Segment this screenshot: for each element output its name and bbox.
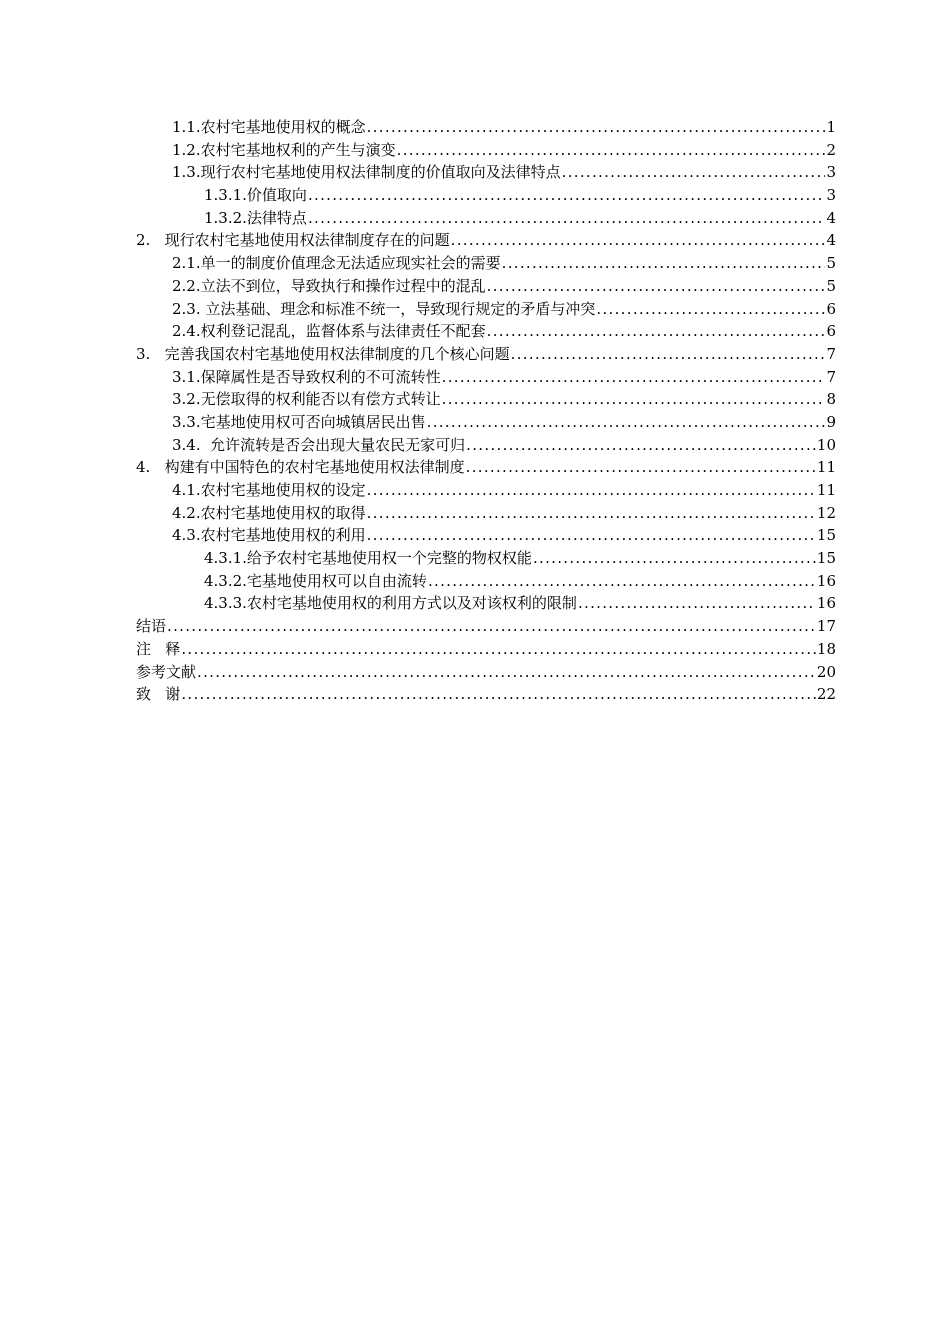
toc-entry[interactable] <box>136 570 836 593</box>
toc-page-number: 22 <box>816 685 836 704</box>
toc-entry[interactable] <box>136 683 836 706</box>
toc-entry-title: 参考文献 <box>136 662 197 681</box>
toc-dot-leader <box>397 139 825 162</box>
toc-dot-leader <box>562 161 825 184</box>
toc-dot-leader <box>308 207 825 230</box>
toc-page-number: 20 <box>816 662 836 681</box>
toc-entry[interactable] <box>136 116 836 139</box>
toc-entry[interactable] <box>136 638 836 661</box>
toc-entry-title: 2.4.权利登记混乱，监督体系与法律责任不配套 <box>172 322 486 341</box>
toc-dot-leader <box>197 661 816 684</box>
toc-entry-title: 4.3.农村宅基地使用权的利用 <box>172 526 366 545</box>
toc-entry[interactable] <box>136 343 836 366</box>
table-of-contents <box>136 116 836 706</box>
toc-entry-title: 4.3.3.农村宅基地使用权的利用方式以及对该权利的限制 <box>204 594 577 613</box>
toc-entry-title: 2.1.单一的制度价值理念无法适应现实社会的需要 <box>172 254 501 273</box>
toc-entry[interactable] <box>136 592 836 615</box>
toc-dot-leader <box>466 456 816 479</box>
toc-dot-leader <box>367 524 816 547</box>
toc-page-number: 3 <box>826 163 836 182</box>
toc-page-number: 1 <box>826 118 836 136</box>
toc-entry[interactable] <box>136 661 836 684</box>
toc-entry-title: 2.2.立法不到位，导致执行和操作过程中的混乱 <box>172 276 486 295</box>
toc-entry-title: 4. 构建有中国特色的农村宅基地使用权法律制度 <box>136 458 465 477</box>
toc-page-number: 15 <box>816 549 836 568</box>
toc-entry[interactable] <box>136 524 836 547</box>
toc-entry[interactable] <box>136 298 836 321</box>
toc-page-number: 16 <box>816 571 836 590</box>
toc-entry-title: 注 释 <box>136 639 181 658</box>
toc-entry[interactable] <box>136 411 836 434</box>
toc-dot-leader <box>367 116 825 139</box>
toc-entry-title: 结语 <box>136 617 167 636</box>
toc-dot-leader <box>367 479 816 502</box>
toc-page-number: 9 <box>826 412 836 431</box>
toc-entry-title: 3.3.宅基地使用权可否向城镇居民出售 <box>172 412 426 431</box>
toc-entry[interactable] <box>136 275 836 298</box>
toc-entry-title: 3.2.无偿取得的权利能否以有偿方式转让 <box>172 390 441 409</box>
toc-entry[interactable] <box>136 502 836 525</box>
toc-entry[interactable] <box>136 139 836 162</box>
toc-page-number: 5 <box>826 276 836 295</box>
toc-entry[interactable] <box>136 252 836 275</box>
toc-entry[interactable] <box>136 207 836 230</box>
toc-entry-title: 1.3.1.价值取向 <box>204 186 307 205</box>
toc-dot-leader <box>181 638 816 661</box>
toc-entry[interactable] <box>136 388 836 411</box>
toc-dot-leader <box>502 252 825 275</box>
toc-page-number: 11 <box>816 458 836 477</box>
toc-entry-title: 3.1.保障属性是否导致权利的不可流转性 <box>172 367 441 386</box>
toc-page-number: 18 <box>816 639 836 658</box>
toc-dot-leader <box>308 184 825 207</box>
toc-entry[interactable] <box>136 229 836 252</box>
toc-page-number: 16 <box>816 594 836 613</box>
toc-entry-title: 4.3.2.宅基地使用权可以自由流转 <box>204 571 427 590</box>
toc-page-number: 6 <box>826 299 836 318</box>
toc-entry-title: 致 谢 <box>136 685 181 704</box>
toc-entry-title: 4.2.农村宅基地使用权的取得 <box>172 503 366 522</box>
toc-entry-title: 2.3. 立法基础、理念和标准不统一，导致现行规定的矛盾与冲突 <box>172 299 596 318</box>
toc-entry-title: 1.3.现行农村宅基地使用权法律制度的价值取向及法律特点 <box>172 163 561 182</box>
toc-dot-leader <box>466 434 816 457</box>
toc-page-number: 5 <box>826 254 836 273</box>
toc-entry-title: 1.1.农村宅基地使用权的概念 <box>172 118 366 136</box>
toc-dot-leader <box>167 615 816 638</box>
toc-dot-leader <box>596 298 825 321</box>
toc-page-number: 2 <box>826 140 836 159</box>
toc-page-number: 11 <box>816 481 836 499</box>
toc-entry-title: 1.2.农村宅基地权利的产生与演变 <box>172 140 396 159</box>
toc-entry[interactable] <box>136 320 836 343</box>
toc-page-number: 10 <box>816 435 836 454</box>
toc-dot-leader <box>442 366 825 389</box>
toc-entry[interactable] <box>136 479 836 502</box>
toc-entry-title: 3.4. 允许流转是否会出现大量农民无家可归 <box>172 435 466 454</box>
toc-entry-title: 2. 现行农村宅基地使用权法律制度存在的问题 <box>136 231 450 250</box>
toc-entry-title: 4.1.农村宅基地使用权的设定 <box>172 481 366 499</box>
toc-entry[interactable] <box>136 366 836 389</box>
toc-entry[interactable] <box>136 434 836 457</box>
toc-entry-title: 4.3.1.给予农村宅基地使用权一个完整的物权权能 <box>204 549 532 568</box>
toc-entry[interactable] <box>136 184 836 207</box>
toc-page-number: 3 <box>826 186 836 205</box>
toc-page-number: 6 <box>826 322 836 341</box>
toc-dot-leader <box>451 229 825 252</box>
toc-page-number: 4 <box>826 208 836 227</box>
toc-page-number: 8 <box>826 390 836 409</box>
toc-page-number: 12 <box>816 503 836 522</box>
toc-page-number: 17 <box>816 617 836 636</box>
toc-page-number: 7 <box>826 344 836 363</box>
toc-entry[interactable] <box>136 456 836 479</box>
toc-entry[interactable] <box>136 615 836 638</box>
toc-dot-leader <box>533 547 816 570</box>
toc-dot-leader <box>427 411 825 434</box>
toc-entry-title: 1.3.2.法律特点 <box>204 208 307 227</box>
toc-page-number: 15 <box>816 526 836 545</box>
toc-page-number: 4 <box>826 231 836 250</box>
toc-dot-leader <box>511 343 825 366</box>
toc-entry-title: 3. 完善我国农村宅基地使用权法律制度的几个核心问题 <box>136 344 510 363</box>
toc-dot-leader <box>487 320 825 343</box>
toc-entry[interactable] <box>136 547 836 570</box>
toc-dot-leader <box>367 502 816 525</box>
toc-dot-leader <box>428 570 816 593</box>
toc-dot-leader <box>487 275 825 298</box>
toc-dot-leader <box>181 683 816 706</box>
toc-dot-leader <box>442 388 825 411</box>
toc-page-number: 7 <box>826 367 836 386</box>
toc-dot-leader <box>578 592 816 615</box>
toc-entry[interactable] <box>136 161 836 184</box>
